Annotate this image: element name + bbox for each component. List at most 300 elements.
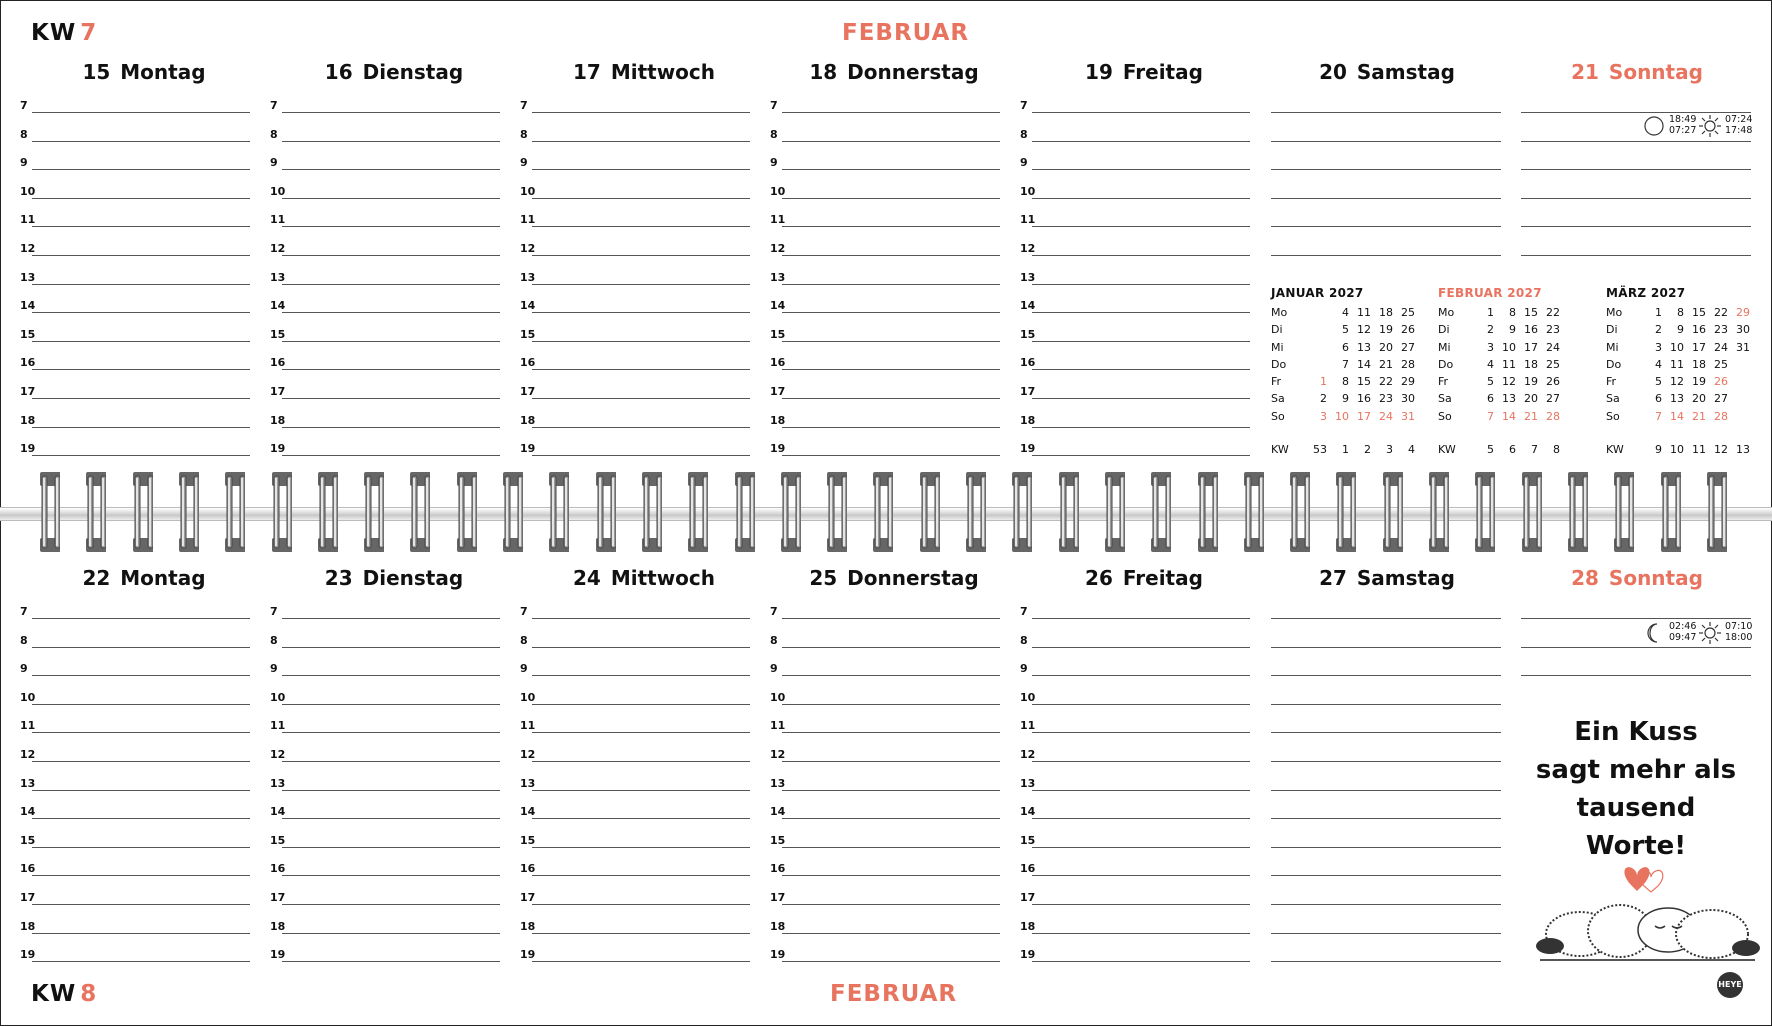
calendar-date: 25 [1546,357,1560,371]
writing-line[interactable] [1032,933,1250,934]
writing-line[interactable] [1032,141,1250,142]
writing-line[interactable] [32,875,250,876]
writing-line[interactable] [1032,369,1250,370]
hour-label: 13 [520,270,536,284]
calendar-date: 6 [1655,392,1662,406]
writing-line[interactable] [532,761,750,762]
hour-label: 12 [770,242,786,255]
mini-calendar-row [1438,323,1593,340]
writing-line[interactable] [1032,284,1250,285]
writing-line[interactable] [282,618,500,619]
day-header: 24 Mittwoch [572,566,716,590]
hour-label: 8 [20,633,28,647]
writing-line[interactable] [532,847,750,848]
writing-line[interactable] [1032,112,1250,113]
writing-line[interactable] [1032,169,1250,170]
calendar-date: 31 [1736,340,1750,354]
mini-calendar-row [1606,323,1761,340]
writing-line[interactable] [282,369,500,370]
calendar-date: 11 [1670,357,1684,371]
spiral-ring [825,472,847,552]
hour-label: 17 [20,891,36,904]
spiral-ring [1705,472,1727,552]
hour-label: 13 [520,776,536,790]
calendar-date: 23 [1546,323,1560,337]
writing-line[interactable] [782,732,1000,733]
spiral-ring [1010,472,1032,552]
writing-line[interactable] [1271,112,1501,113]
writing-line[interactable] [32,732,250,733]
writing-line[interactable] [32,141,250,142]
day-header: 16 Dienstag [324,60,464,84]
writing-line[interactable] [532,933,750,934]
hour-label: 13 [20,270,36,284]
writing-line[interactable] [1032,312,1250,313]
calendar-date: 10 [1502,340,1516,354]
writing-line[interactable] [782,875,1000,876]
hour-label: 12 [520,242,536,255]
writing-line[interactable] [1032,647,1250,648]
writing-line[interactable] [782,904,1000,905]
writing-line[interactable] [32,284,250,285]
week-number: 3 [1386,443,1393,457]
writing-line[interactable] [282,961,500,962]
writing-line[interactable] [782,818,1000,819]
writing-line[interactable] [282,312,500,313]
calendar-date: 24 [1714,340,1728,354]
hour-label: 10 [1020,184,1036,198]
writing-line[interactable] [282,875,500,876]
writing-line[interactable] [32,226,250,227]
calendar-date: 21 [1692,409,1706,423]
hour-label: 18 [520,413,536,427]
calendar-date: 2 [1320,392,1327,406]
hour-label: 10 [270,184,286,198]
weekday-label: Fr [1606,375,1617,389]
calendar-date: 18 [1524,357,1538,371]
calendar-date: 19 [1379,323,1393,337]
writing-line[interactable] [32,647,250,648]
writing-line[interactable] [782,455,1000,456]
writing-line[interactable] [1032,790,1250,791]
hour-label: 10 [1020,690,1036,704]
hour-label: 11 [270,719,286,733]
writing-line[interactable] [1521,647,1751,648]
hour-label: 9 [1020,156,1028,170]
writing-line[interactable] [532,427,750,428]
writing-line[interactable] [32,369,250,370]
hour-label: 17 [1020,891,1036,904]
heart-icon [1624,867,1662,892]
calendar-date: 20 [1524,392,1538,406]
writing-line[interactable] [782,369,1000,370]
week-number: 10 [1670,443,1684,457]
hour-label: 7 [20,605,28,618]
hour-label: 13 [270,776,286,790]
writing-line[interactable] [282,790,500,791]
writing-line[interactable] [1032,818,1250,819]
hour-label: 9 [20,662,28,676]
calendar-date: 24 [1546,340,1560,354]
hour-label: 10 [20,690,36,704]
hour-label: 16 [270,862,286,876]
calendar-date: 1 [1655,306,1662,319]
calendar-date: 8 [1342,375,1349,389]
mini-calendar-row [1606,341,1761,358]
writing-line[interactable] [32,933,250,934]
writing-line[interactable] [782,790,1000,791]
writing-line[interactable] [32,847,250,848]
spiral-ring [408,472,430,552]
writing-line[interactable] [532,226,750,227]
hour-label: 14 [520,299,536,313]
writing-line[interactable] [32,427,250,428]
writing-line[interactable] [282,226,500,227]
calendar-date: 12 [1357,323,1371,337]
hour-label: 19 [1020,948,1036,962]
week-label: KW [1606,443,1624,457]
sleeping-sheep-illustration [1520,846,1765,966]
hour-label: 8 [270,633,278,647]
writing-line[interactable] [1271,647,1501,648]
writing-line[interactable] [282,284,500,285]
writing-line[interactable] [1521,618,1751,619]
writing-line[interactable] [1271,904,1501,905]
calendar-date: 28 [1546,409,1560,423]
calendar-date: 9 [1342,392,1349,406]
mini-calendar-row [1438,306,1593,323]
writing-line[interactable] [282,112,500,113]
writing-line[interactable] [782,141,1000,142]
hour-label: 7 [520,99,528,112]
writing-line[interactable] [282,427,500,428]
writing-line[interactable] [1032,847,1250,848]
writing-line[interactable] [1032,904,1250,905]
hour-label: 8 [520,127,528,141]
hour-label: 17 [770,891,786,904]
writing-line[interactable] [1032,198,1250,199]
writing-line[interactable] [32,398,250,399]
week-number: 5 [1487,443,1494,457]
calendar-date: 27 [1401,340,1415,354]
writing-line[interactable] [532,675,750,676]
writing-line[interactable] [282,732,500,733]
calendar-date: 28 [1714,409,1728,423]
writing-line[interactable] [782,169,1000,170]
writing-line[interactable] [532,732,750,733]
writing-line[interactable] [532,169,750,170]
spiral-ring [779,472,801,552]
hour-label: 19 [20,948,36,962]
writing-line[interactable] [1271,790,1501,791]
writing-line[interactable] [532,198,750,199]
writing-line[interactable] [532,341,750,342]
writing-line[interactable] [1521,255,1751,256]
day-header: 18 Donnerstag [809,60,979,84]
writing-line[interactable] [282,141,500,142]
writing-line[interactable] [782,427,1000,428]
writing-line[interactable] [1271,255,1501,256]
writing-line[interactable] [532,398,750,399]
day-header: 27 Samstag [1319,566,1455,590]
calendar-date: 5 [1655,375,1662,389]
writing-line[interactable] [782,847,1000,848]
weekday-label: Mi [1606,340,1619,354]
writing-line[interactable] [532,818,750,819]
writing-line[interactable] [282,761,500,762]
hour-label: 17 [270,385,286,398]
calendar-date: 16 [1524,323,1538,337]
writing-line[interactable] [282,675,500,676]
hour-label: 9 [270,156,278,170]
writing-line[interactable] [1271,226,1501,227]
weekday-label: Do [1606,357,1622,371]
mini-calendar [1606,286,1761,460]
hour-label: 7 [270,605,278,618]
writing-line[interactable] [782,933,1000,934]
writing-line[interactable] [1521,169,1751,170]
writing-line[interactable] [1032,704,1250,705]
calendar-date: 18 [1379,306,1393,319]
hour-label: 19 [770,948,786,962]
spiral-ring [1057,472,1079,552]
mini-calendar-row [1271,392,1426,409]
writing-line[interactable] [532,255,750,256]
hour-label: 11 [20,719,36,733]
calendar-date: 23 [1714,323,1728,337]
writing-line[interactable] [532,141,750,142]
writing-line[interactable] [782,398,1000,399]
writing-line[interactable] [32,198,250,199]
calendar-date: 15 [1692,306,1706,319]
writing-line[interactable] [1271,618,1501,619]
calendar-date: 1 [1487,306,1494,319]
writing-line[interactable] [32,169,250,170]
quote-text: Ein Kuss sagt mehr als tausend Worte! [1535,717,1737,861]
writing-line[interactable] [782,112,1000,113]
hour-label: 18 [270,413,286,427]
writing-line[interactable] [32,255,250,256]
calendar-date: 5 [1487,375,1494,389]
weekday-label: So [1438,409,1452,423]
hour-label: 17 [20,385,36,398]
writing-line[interactable] [32,790,250,791]
hour-label: 10 [770,690,786,704]
writing-line[interactable] [1521,141,1751,142]
hour-label: 8 [1020,633,1028,647]
writing-line[interactable] [282,198,500,199]
calendar-date: 12 [1670,375,1684,389]
writing-line[interactable] [782,226,1000,227]
weekday-label: Do [1271,357,1287,371]
writing-line[interactable] [1032,455,1250,456]
writing-line[interactable] [532,875,750,876]
writing-line[interactable] [282,398,500,399]
writing-line[interactable] [1271,704,1501,705]
writing-line[interactable] [32,961,250,962]
calendar-date: 5 [1342,323,1349,337]
hour-label: 12 [1020,748,1036,761]
writing-line[interactable] [282,933,500,934]
writing-line[interactable] [532,961,750,962]
writing-line[interactable] [1271,732,1501,733]
hour-label: 15 [520,327,536,341]
writing-line[interactable] [282,341,500,342]
writing-line[interactable] [782,961,1000,962]
writing-line[interactable] [32,312,250,313]
writing-line[interactable] [1032,761,1250,762]
calendar-date: 16 [1357,392,1371,406]
hour-label: 18 [1020,413,1036,427]
writing-line[interactable] [282,818,500,819]
writing-line[interactable] [782,704,1000,705]
writing-line[interactable] [1271,169,1501,170]
writing-line[interactable] [532,790,750,791]
spiral-ring [177,472,199,552]
hour-label: 15 [270,327,286,341]
writing-line[interactable] [1271,847,1501,848]
spiral-ring [223,472,245,552]
writing-line[interactable] [282,704,500,705]
writing-line[interactable] [532,704,750,705]
hour-label: 14 [270,299,286,313]
hour-label: 14 [20,299,36,313]
writing-line[interactable] [1032,961,1250,962]
hour-label: 9 [1020,662,1028,676]
calendar-date: 8 [1677,306,1684,319]
writing-line[interactable] [1271,675,1501,676]
mini-calendar-title: FEBRUAR 2027 [1438,286,1542,300]
writing-line[interactable] [532,455,750,456]
hour-label: 14 [1020,805,1036,819]
day-header: 17 Mittwoch [572,60,716,84]
writing-line[interactable] [1521,226,1751,227]
hour-label: 17 [270,891,286,904]
weekday-label: Mi [1271,340,1284,354]
writing-line[interactable] [32,455,250,456]
mini-calendar-row [1438,375,1593,392]
spiral-ring [1566,472,1588,552]
writing-line[interactable] [1271,933,1501,934]
writing-line[interactable] [282,455,500,456]
writing-line[interactable] [1032,427,1250,428]
weekday-label: Di [1271,323,1283,337]
writing-line[interactable] [782,312,1000,313]
writing-line[interactable] [532,112,750,113]
hour-label: 11 [270,213,286,227]
weekday-label: Do [1438,357,1454,371]
writing-line[interactable] [282,904,500,905]
writing-line[interactable] [1271,141,1501,142]
writing-line[interactable] [282,169,500,170]
writing-line[interactable] [1032,875,1250,876]
hour-label: 19 [270,948,286,962]
hour-label: 11 [20,213,36,227]
writing-line[interactable] [1032,226,1250,227]
writing-line[interactable] [1032,255,1250,256]
spiral-ring [1196,472,1218,552]
writing-line[interactable] [1521,198,1751,199]
writing-line[interactable] [32,675,250,676]
writing-line[interactable] [782,284,1000,285]
hour-label: 9 [770,662,778,676]
weekday-label: Mo [1438,306,1455,319]
spiral-ring [316,472,338,552]
writing-line[interactable] [1032,341,1250,342]
writing-line[interactable] [1032,732,1250,733]
calendar-date: 18 [1692,357,1706,371]
writing-line[interactable] [1271,761,1501,762]
writing-line[interactable] [532,312,750,313]
writing-line[interactable] [532,284,750,285]
writing-line[interactable] [1032,675,1250,676]
hour-label: 18 [1020,919,1036,933]
hour-label: 17 [770,385,786,398]
writing-line[interactable] [532,618,750,619]
brand-logo: HEYE [1717,972,1743,998]
writing-line[interactable] [782,618,1000,619]
writing-line[interactable] [532,369,750,370]
calendar-date: 21 [1379,357,1393,371]
weekday-label: Mi [1438,340,1451,354]
writing-line[interactable] [32,761,250,762]
writing-line[interactable] [282,847,500,848]
writing-line[interactable] [782,255,1000,256]
writing-line[interactable] [32,618,250,619]
mini-calendar-row [1438,358,1593,375]
writing-line[interactable] [782,198,1000,199]
writing-line[interactable] [782,761,1000,762]
writing-line[interactable] [782,675,1000,676]
writing-line[interactable] [532,904,750,905]
mini-calendar-row [1606,375,1761,392]
calendar-date: 19 [1524,375,1538,389]
calendar-date: 20 [1692,392,1706,406]
calendar-date: 22 [1379,375,1393,389]
writing-line[interactable] [282,647,500,648]
writing-line[interactable] [32,341,250,342]
writing-line[interactable] [282,255,500,256]
writing-line[interactable] [782,341,1000,342]
calendar-date: 3 [1655,340,1662,354]
writing-line[interactable] [532,647,750,648]
weekday-label: Fr [1271,375,1282,389]
writing-line[interactable] [1271,875,1501,876]
hour-label: 11 [520,719,536,733]
hour-label: 11 [770,719,786,733]
writing-line[interactable] [32,818,250,819]
writing-line[interactable] [1271,961,1501,962]
writing-line[interactable] [32,904,250,905]
hour-label: 9 [770,156,778,170]
calendar-date: 25 [1401,306,1415,319]
calendar-date: 6 [1487,392,1494,406]
writing-line[interactable] [32,704,250,705]
writing-line[interactable] [1032,618,1250,619]
calendar-date: 1 [1320,375,1327,389]
spiral-ring [270,472,292,552]
writing-line[interactable] [1521,112,1751,113]
writing-line[interactable] [782,647,1000,648]
hour-label: 8 [270,127,278,141]
writing-line[interactable] [1271,198,1501,199]
hour-label: 9 [520,156,528,170]
writing-line[interactable] [1032,398,1250,399]
writing-line[interactable] [1271,818,1501,819]
writing-line[interactable] [32,112,250,113]
hour-label: 19 [770,442,786,456]
writing-line[interactable] [1521,675,1751,676]
